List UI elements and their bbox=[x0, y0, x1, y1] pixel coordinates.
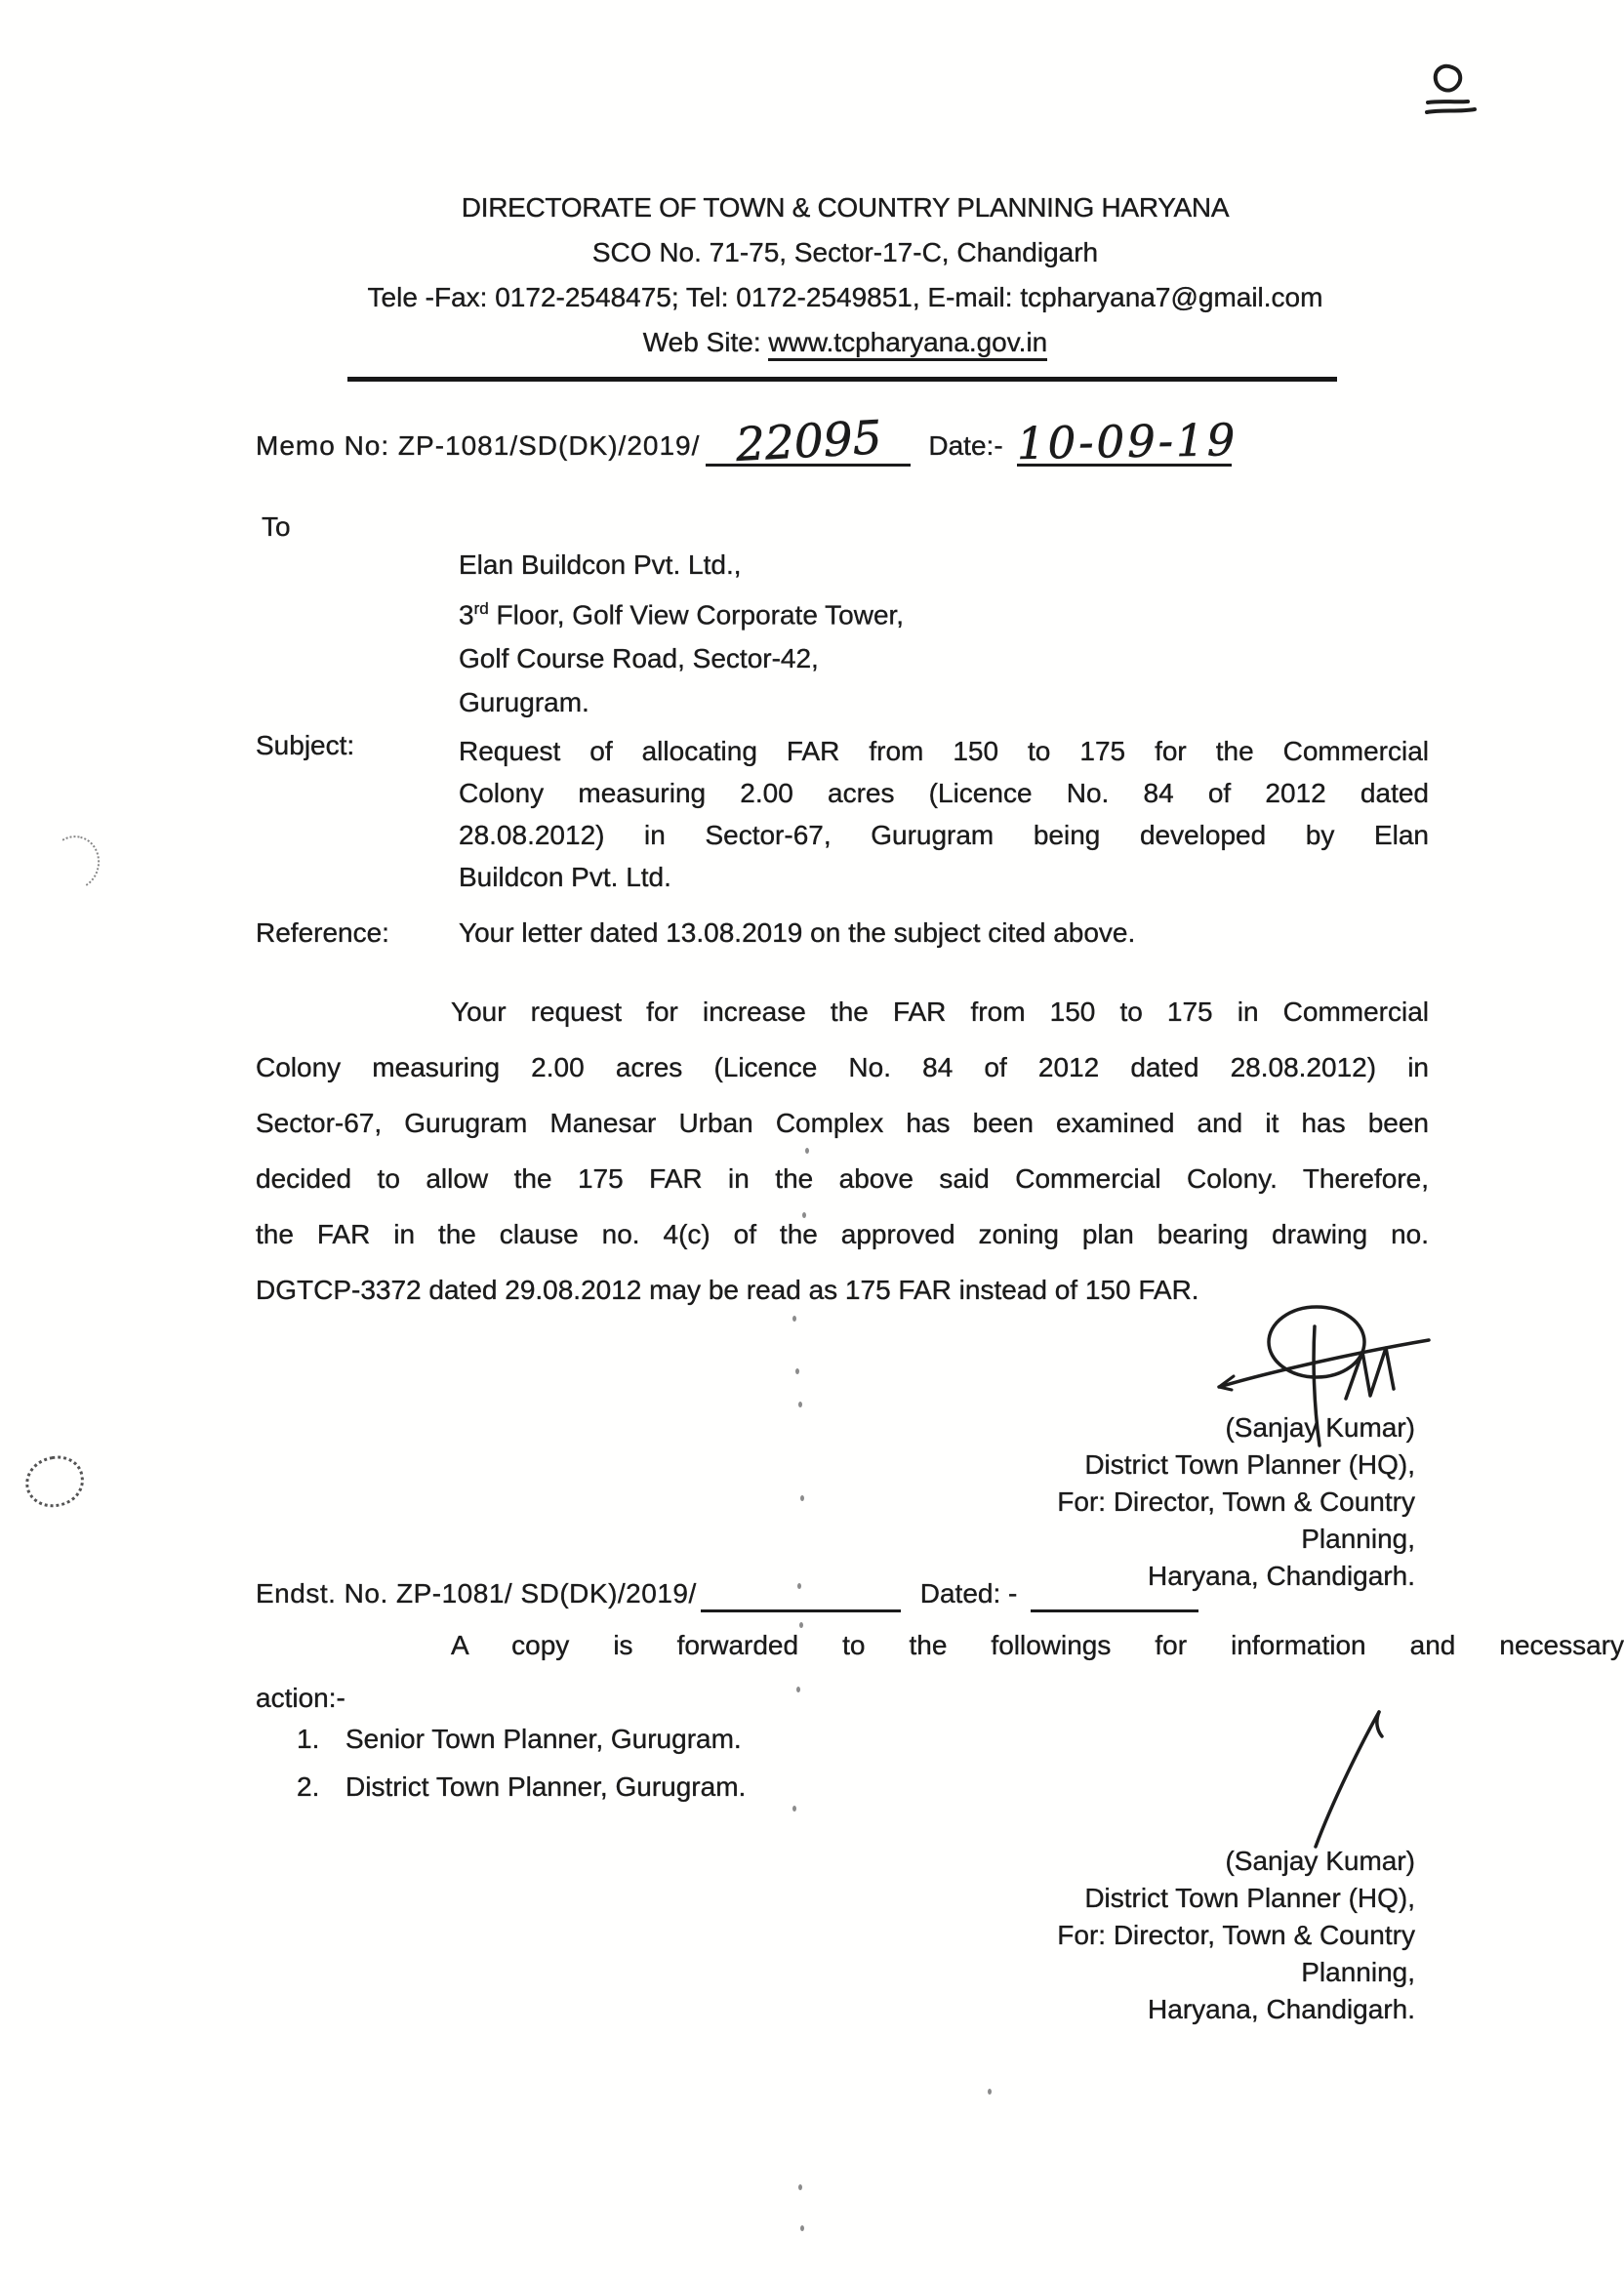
signatory-place: Haryana, Chandigarh. bbox=[1148, 1561, 1415, 1591]
body-line: Sector-67, Gurugram Manesar Urban Complex has been examined and it has been bbox=[256, 1108, 1429, 1138]
scan-speck bbox=[795, 1368, 799, 1374]
scan-speck bbox=[800, 2225, 804, 2231]
forward-note-line1: A copy is forwarded to the followings for information and necessary bbox=[451, 1630, 1624, 1660]
scan-speck bbox=[800, 1495, 804, 1501]
signatory-for-line: For: Director, Town & Country Planning, bbox=[1057, 1920, 1415, 1987]
scan-artifact-circle bbox=[21, 1452, 87, 1512]
memo-date-handwritten: 10-09-19 bbox=[1016, 414, 1238, 469]
scan-speck bbox=[796, 1687, 800, 1692]
body-line: DGTCP-3372 dated 29.08.2012 may be read as 175 FAR instead of 150 FAR. bbox=[256, 1275, 1199, 1305]
cc-list bbox=[297, 1724, 746, 1819]
floor-rest: Floor, Golf View Corporate Tower, bbox=[488, 599, 905, 631]
floor-number: 3 bbox=[459, 599, 474, 631]
subject-line: Colony measuring 2.00 acres (Licence No. 84 of 2012 dated bbox=[459, 778, 1429, 808]
scan-artifact-arc bbox=[43, 831, 105, 896]
floor-ordinal-suffix: rd bbox=[473, 599, 489, 618]
org-website-line bbox=[230, 320, 1460, 365]
signatory-title: District Town Planner (HQ), bbox=[1084, 1883, 1415, 1913]
endst-dated-label: Dated: - bbox=[919, 1578, 1018, 1608]
recipient-floor bbox=[459, 587, 904, 636]
scan-speck bbox=[798, 2184, 802, 2190]
scan-speck bbox=[805, 1148, 809, 1154]
signature-block-2 bbox=[966, 1843, 1415, 2028]
recipient-city: Gurugram. bbox=[459, 687, 589, 718]
subject-line: Request of allocating FAR from 150 to 175 for the Commercial bbox=[459, 736, 1429, 766]
website-url: www.tcpharyana.gov.in bbox=[768, 327, 1047, 361]
org-contacts: Tele -Fax: 0172-2548475; Tel: 0172-2549851, E-mail: tcpharyana7@gmail.com bbox=[367, 282, 1323, 312]
forward-note-line2: action:- bbox=[256, 1683, 345, 1713]
subject-label: Subject: bbox=[256, 730, 355, 760]
body-line: decided to allow the 175 FAR in the above said Commercial Colony. Therefore, bbox=[256, 1163, 1429, 1194]
cc-item-text: Senior Town Planner, Gurugram. bbox=[345, 1724, 742, 1754]
body-line: the FAR in the clause no. 4(c) of the approved zoning plan bearing drawing no. bbox=[256, 1219, 1429, 1249]
reference-label: Reference: bbox=[256, 917, 389, 948]
cc-item-text: District Town Planner, Gurugram. bbox=[345, 1771, 747, 1802]
scan-speck bbox=[799, 1622, 803, 1628]
letterhead bbox=[230, 185, 1460, 365]
scan-speck bbox=[797, 1583, 801, 1589]
cc-item-number: 1. bbox=[297, 1724, 320, 1754]
recipient-road: Golf Course Road, Sector-42, bbox=[459, 643, 819, 674]
website-label: Web Site: bbox=[642, 327, 769, 357]
endst-label: Endst. No. ZP-1081/ SD(DK)/2019/ bbox=[256, 1578, 697, 1608]
body-line: Colony measuring 2.00 acres (Licence No. 84 of 2012 dated 28.08.2012) in bbox=[256, 1052, 1429, 1082]
endst-number-blank bbox=[701, 1574, 901, 1612]
scan-speck bbox=[802, 1212, 806, 1218]
org-address: SCO No. 71-75, Sector-17-C, Chandigarh bbox=[591, 237, 1099, 267]
subject-line: Buildcon Pvt. Ltd. bbox=[459, 862, 671, 892]
scan-speck bbox=[988, 2089, 992, 2095]
recipient-name: Elan Buildcon Pvt. Ltd., bbox=[459, 550, 742, 580]
memo-number-label: Memo No: ZP-1081/SD(DK)/2019/ bbox=[256, 430, 701, 461]
handwritten-corner-mark bbox=[1423, 59, 1483, 123]
signatory-name: (Sanjay Kumar) bbox=[1225, 1412, 1415, 1443]
cc-item bbox=[297, 1771, 746, 1803]
org-title: DIRECTORATE OF TOWN & COUNTRY PLANNING HARYANA bbox=[461, 192, 1230, 223]
header-divider-rule bbox=[347, 377, 1337, 382]
subject-line: 28.08.2012) in Sector-67, Gurugram being developed by Elan bbox=[459, 820, 1429, 850]
body-paragraph bbox=[256, 984, 1429, 1318]
signatory-place: Haryana, Chandigarh. bbox=[1148, 1994, 1415, 2024]
memo-date-label: Date:- bbox=[928, 430, 1003, 461]
cc-item bbox=[297, 1724, 746, 1755]
signatory-name: (Sanjay Kumar) bbox=[1225, 1846, 1415, 1876]
subject-text bbox=[459, 730, 1429, 898]
memo-date-blank bbox=[1016, 414, 1238, 469]
endst-row bbox=[256, 1568, 1198, 1612]
body-line: Your request for increase the FAR from 150 to 175 in Commercial bbox=[451, 997, 1429, 1027]
endst-date-blank bbox=[1031, 1574, 1198, 1612]
signatory-for-line: For: Director, Town & Country Planning, bbox=[1057, 1486, 1415, 1554]
scan-speck bbox=[798, 1402, 802, 1407]
scan-speck bbox=[792, 1806, 796, 1812]
memo-number-blank bbox=[706, 411, 911, 472]
cc-item-number: 2. bbox=[297, 1771, 320, 1802]
memo-number-handwritten: 22095 bbox=[734, 411, 883, 472]
signature-ink-2 bbox=[1306, 1702, 1394, 1851]
reference-text: Your letter dated 13.08.2019 on the subject cited above. bbox=[459, 917, 1136, 948]
memo-number-row bbox=[256, 400, 1238, 472]
recipient-address bbox=[459, 543, 904, 724]
to-label: To bbox=[262, 511, 291, 542]
scan-speck bbox=[792, 1316, 796, 1322]
signatory-title: District Town Planner (HQ), bbox=[1084, 1449, 1415, 1480]
